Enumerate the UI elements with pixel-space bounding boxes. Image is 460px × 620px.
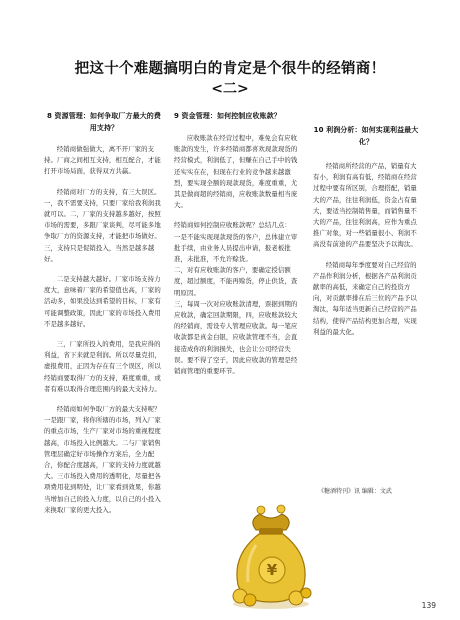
paragraph: 经销商如何争取厂方的最大支持呢？一是跟厂家，将你所辖的市场，列入厂家的重点市场，生产厂家对市场的重视程度越高，市场投入比例越大。二与厂家销售管理层确定好市场操作方案后，全力配合，你配合度越高，厂家的支持力度就越大。三市场投入费用的透明化，尽量把各项费用花到明处，让厂家看到效果，你越当增加自己的投入力度，以自己的小投入来换取厂家的更大投入。 (44, 405, 161, 514)
paragraph: 经销商所经营的产品，销量有大有小，利润有高有低，经销商在经营过程中要有所区别，合理搭配，销量大的产品，往往利润低，资金占有量大，要适当控制销售量，而销售量不大的产品，往往利润高，应作为重点推广对象，对一些销量很小、利润不高没有前途的产品要坚决予以淘汰。 (313, 162, 417, 249)
paragraph: 二是支持越大越好。厂家市场支持力度大，意味着厂家的希望值也高，厂家的活动多，如果没达到希望的目标，厂家有可能调整政策，因此厂家的市场投入费用不是越多越好。 (44, 275, 161, 328)
column-profit-analysis (313, 124, 419, 347)
section-heading: 10 利润分析：如何实现利益最大化？ (313, 126, 419, 146)
section-heading: 8 资源管理：如何争取厂方最大的费用支持？ (46, 112, 161, 132)
money-bag-icon (226, 500, 316, 610)
paragraph: 经销商如何控制应收账款呢？总结几点： (174, 221, 291, 230)
paragraph: 经销商对厂方的支持，有三大误区。一，我不需要支持，只要厂家给我利润我就可以。二，厂家的支持越多越好，按照市场的需要，多跟厂家谈判，尽可能多地争取厂方的资源支持，才能把市场做好。三，支持只是促销投入，当然是越多越好。 (44, 187, 161, 263)
paragraph: 经销商做强做大，离不开厂家的支持。厂商之间相互支持，相互配合，才能打开市场局面，获得双方共赢。 (44, 145, 161, 176)
paragraph: 二，对有应收账款的客户，要确定授信额度，超过额度，不能再赊货，停止供货，查明原因。 (174, 266, 298, 297)
paragraph: 一是不能实现现款现货的客户，总体建立审批手续，由业务人员提出申请，报老板批准，未批准，不允许赊货。 (174, 232, 298, 264)
column-resource-management (44, 110, 164, 525)
paragraph: 经销商每年季度要对自己经营的产品作利润分析，根据各产品利润贡献率的高低，来确定自己的投资方向，对贡献率排在后三位的产品予以淘汰，每年适当更新自己经营的产品结构，使得产品结构更加合理，实现利益的最大化。 (313, 260, 417, 336)
column-capital-management (174, 110, 302, 377)
page-number: 139 (421, 601, 436, 610)
paragraph: 三，每周一次对应收账款清理，票据到期的应收款，确定回款期限，四，应收账款较大的经销商，需设专人管理应收款。每一笔应收款都是真金白银，应收款管理不当，会直接造成你的利润损失，也会让公司经营失误。要不得了空子，因此应收款的管理是经销商管理的重要环节。 (174, 299, 298, 376)
section-heading: 9 资金管理：如何控制应收账款？ (174, 112, 281, 120)
paragraph: 三，厂家所投入的费用，是我应得的利益，省下来就是利润。所以尽量克扣，虚报费用，正因为存在有三个误区，所以经销商要取得厂方的支持，难度重重，或者有难以取得合理范围内的最大支持力。 (44, 340, 161, 393)
article-title: 把这十个难题搞明白的肯定是个很牛的经销商！ (74, 60, 386, 77)
article-subtitle: <二> (211, 81, 249, 97)
paragraph: 应收账款在经营过程中，难免会有应收账款的发生，许多经销商都喜欢现款现货的经营模式，利润低了，但赚在自己手中的钱还实实在在，但现在行业的竞争越来越激烈，要实现全额的现款现货，难度重重，尤其是做商超的经销商，应收账款数量相当庞大。 (174, 134, 298, 210)
svg-text:¥: ¥ (266, 561, 278, 579)
source-credit: 《糖酒特刊》讯 编辑：文武 (318, 488, 392, 495)
